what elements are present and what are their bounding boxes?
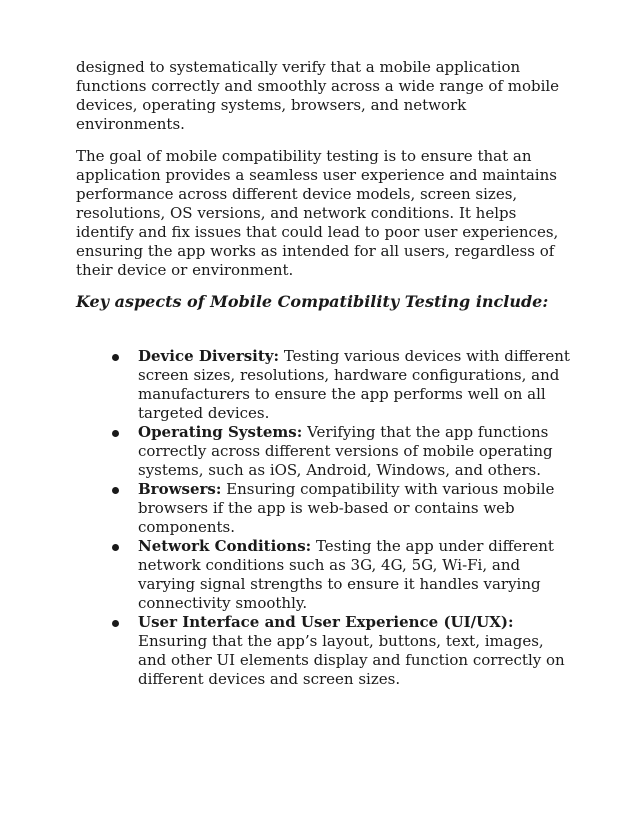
bullet-icon bbox=[112, 354, 119, 361]
intro-paragraph: designed to systematically verify that a mobile application functions correctly and smoothly across a wide range of mobile devices, operating systems, browsers, and network environments. bbox=[76, 58, 560, 133]
list-item-text: Ensuring compatibility with various mobile browsers if the app is web-based or contains web components. bbox=[138, 480, 555, 536]
list-item-term: Network Conditions: bbox=[138, 537, 312, 555]
list-item-device-diversity bbox=[110, 347, 570, 423]
list-item-text: Testing various devices with different screen sizes, resolutions, hardware configurations, and manufacturers to ensure the app performs well on all targeted devices. bbox=[138, 347, 570, 422]
section-heading: Key aspects of Mobile Compatibility Testing include: bbox=[76, 292, 549, 311]
list-item-ui-ux bbox=[110, 613, 570, 689]
list-item-network-conditions bbox=[110, 537, 570, 613]
list-item-text: Ensuring that the app’s layout, buttons, text, images, and other UI elements display and function correctly on different devices and screen sizes. bbox=[138, 632, 565, 688]
list-item-text: Testing the app under different network conditions such as 3G, 4G, 5G, Wi-Fi, and varying signal strengths to ensure it handles varying connectivity smoothly. bbox=[138, 537, 554, 612]
list-item-term: User Interface and User Experience (UI/UX): bbox=[138, 613, 514, 631]
bullet-icon bbox=[112, 430, 119, 437]
list-item-operating-systems bbox=[110, 423, 570, 480]
list-item-term: Browsers: bbox=[138, 480, 222, 498]
list-item-term: Device Diversity: bbox=[138, 347, 280, 365]
key-aspects-list bbox=[110, 347, 570, 689]
list-item-browsers bbox=[110, 480, 570, 537]
goal-paragraph: The goal of mobile compatibility testing is to ensure that an application provides a seamless user experience and maintains performance across different device models, screen sizes, resolutions, OS versions, and network conditions. It helps identify and fix issues that could lead to poor user experiences, ensuring the app works as intended for all users, regardless of their device or environment. bbox=[76, 147, 559, 279]
list-item-text: Verifying that the app functions correctly across different versions of mobile operating systems, such as iOS, Android, Windows, and others. bbox=[138, 423, 553, 479]
bullet-icon bbox=[112, 620, 119, 627]
list-item-term: Operating Systems: bbox=[138, 423, 303, 441]
bullet-icon bbox=[112, 544, 119, 551]
bullet-icon bbox=[112, 487, 119, 494]
